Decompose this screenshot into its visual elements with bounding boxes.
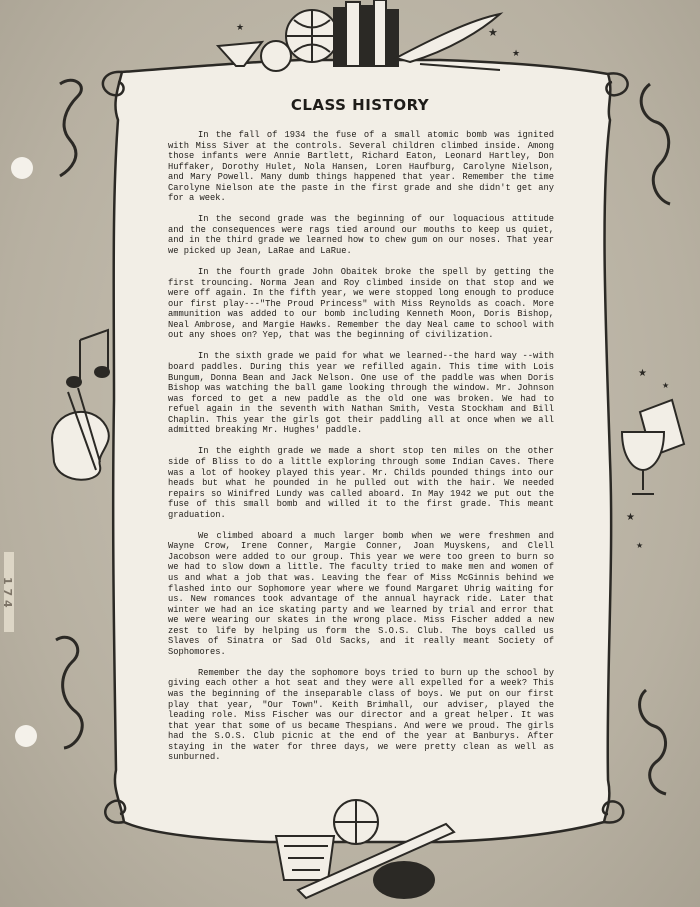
swirl-right-lower — [640, 690, 666, 794]
page-number-tab: 1 7 4 — [4, 552, 14, 632]
svg-text:★: ★ — [236, 23, 245, 33]
svg-text:★: ★ — [488, 26, 498, 39]
orange-icon — [261, 41, 291, 71]
class-history-text — [168, 130, 554, 773]
swirl-left-lower — [56, 637, 82, 748]
left-illustration — [52, 330, 109, 480]
trophy-icon — [622, 432, 664, 470]
paragraph: In the sixth grade we paid for what we learned--the hard way --with board paddles. During this year we refilled again. This time with Lois Bungum, Donna Bean and Jack Nelson. One use of the paddle was when Doris Bishop was watching the ball game looking through the window. Mr. Johnson was forced to get a new paddle as the old one was broken. We had to refuel again in the seventh with Nathan Smith, Vesta Stockham and Bill Chaplin. This year the girls got their paddling all at once when we all admitted breaking Mr. Hughes' paddle. — [168, 351, 554, 436]
paragraph: In the fourth grade John Obaitek broke the spell by getting the first trouncing. Norma Jean and Roy climbed inside on that stop and we were off again. In the fifth year, we were stopped long enough to produce our first play---"The Proud Princess" with Miss Reynolds as coach. More ammunition was added to our bomb including Kenneth Moon, Doris Bishop, Neal Ambrose, and Margie Hawks. Remember the day Neal came to school with out any shoes on? Yep, that was the beginning of civilization. — [168, 267, 554, 341]
palette-icon — [52, 412, 109, 480]
quill-icon — [396, 14, 500, 62]
books-icon — [334, 0, 398, 66]
paragraph: In the second grade was the beginning of our loquacious attitude and the consequences were rags tied around our mouths to keep us quiet, and in the third grade we learned how to chew gum on our noses. That year we picked up Jean, LaRae and LaRue. — [168, 214, 554, 257]
svg-text:★: ★ — [638, 368, 647, 379]
right-illustration — [622, 400, 684, 494]
svg-text:★: ★ — [512, 49, 521, 59]
paragraph: We climbed aboard a much larger bomb when we were freshmen and Wayne Crow, Irene Conner, Margie Conner, Joan Muyskens, and Clell Jacobson were added to our group. This year we were too green to burn so we had to slow down a little. The faculty tried to make men and women of us and what a job that was. Leaving the fear of Miss McGinnis behind we flashed into our Sophomore year where we found Margaret Uhrig waiting for us. New romances took advantage of the annual hayrack ride. Later that winter we had an ice skating party and we learned by trial and error that we were wearing our skates in the wrong place. Miss Fischer added a new zest to life by helping us form the S.O.S. Club. The boys called us Slaves of Sinatra or Sad Old Sacks, and it really meant Society of Sophomores. — [168, 530, 554, 657]
paragraph: Remember the day the sophomore boys tried to burn up the school by giving each other a hot seat and they were all expelled for a week? This was the beginning of the inseparable class of boys. We put on our first play that year, "Our Town". Keith Brimhall, our adviser, played the leading role. Miss Fischer was our director and a great helper. It was that year that some of us became Thespians. And were we proud. The girls had the S.O.S. Club picnic at the end of the year at Banburys. After staying in the water for three days, we were pretty clean as well as sunburned. — [168, 667, 554, 763]
paragraph: In the fall of 1934 the fuse of a small atomic bomb was ignited with Miss Siver at the controls. Several children climbed inside. Among those infants were Annie Bartlett, Richard Eaton, Leonard Hartley, Don Huffaker, Dorothy Hulet, Nola Hansen, Loren Haufburg, Carolyne Nielson, and Mary Powell. Many dumb things happened that year. Remember the time Carolyne Nielson ate the paste in the first grade and she didn't get any for a week. — [168, 130, 554, 204]
swirl-left-upper — [60, 80, 81, 176]
football-icon — [374, 862, 434, 898]
svg-text:★: ★ — [662, 381, 670, 390]
svg-text:★: ★ — [636, 541, 644, 550]
svg-text:★: ★ — [626, 512, 635, 523]
swirl-right-upper — [641, 84, 670, 204]
page-title: CLASS HISTORY — [290, 96, 430, 114]
paragraph: In the eighth grade we made a short stop ten miles on the other side of Bliss to do a little exploring through some Indian Caves. There was a lot of hookey played this year. Mr. Childs pounded things into our heads but what he pounded in he pulled out with the hair. We needed repairs so Winifred Lundy was called aboard. In May 1942 we put out the fuse of this small bomb and willed it to the first grade. This meant graduation. — [168, 446, 554, 520]
